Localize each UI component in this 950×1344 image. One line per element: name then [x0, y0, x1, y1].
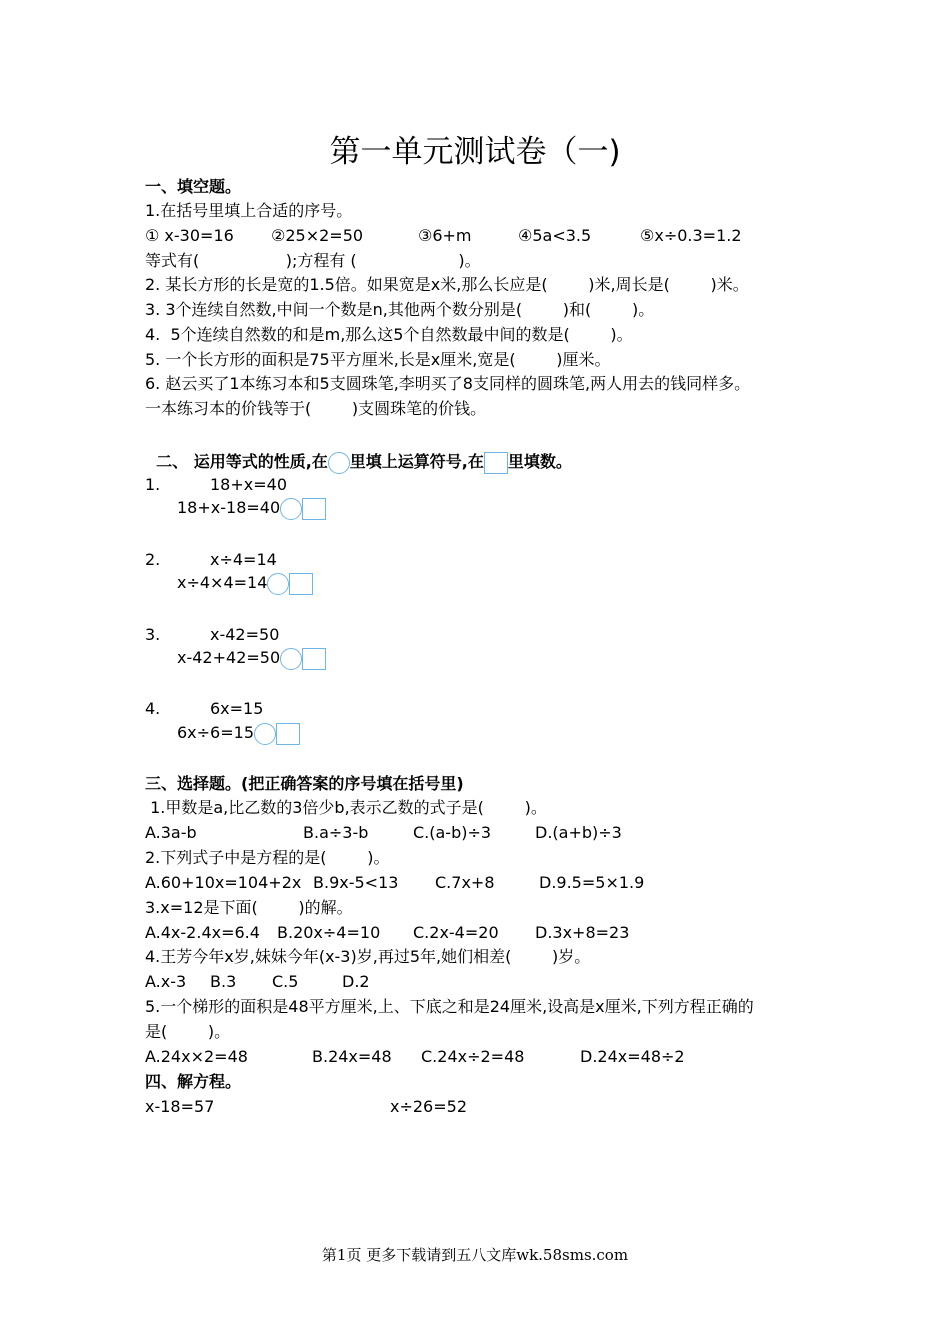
s2-item3-num: 3. — [145, 625, 161, 644]
number-square-input[interactable] — [289, 573, 313, 595]
s2-heading-part3: 里填数。 — [507, 452, 572, 471]
s3-q5-opt-b: B.24x=48 — [312, 1047, 392, 1066]
s2-item1-eq: 18+x=40 — [210, 475, 287, 494]
s3-q4-opt-a: A.x-3 — [145, 972, 187, 991]
s3-q2-opt-a: A.60+10x=104+2x — [145, 873, 302, 892]
s1-q5: 5. 一个长方形的面积是75平方厘米,长是x厘米,宽是( )厘米。 — [145, 350, 611, 369]
s1-q4: 4. 5个连续自然数的和是m,那么这5个自然数最中间的数是( )。 — [145, 325, 633, 344]
s1-q1-opt4: ④5a<3.5 — [518, 226, 592, 245]
page-title: 第一单元测试卷（一) — [329, 134, 621, 170]
s1-q2: 2. 某长方形的长是宽的1.5倍。如果宽是x米,那么长应是( )米,周长是( )米。 — [145, 275, 749, 294]
s2-item4-num: 4. — [145, 699, 161, 718]
s3-q4: 4.王芳今年x岁,妹妹今年(x-3)岁,再过5年,她们相差( )岁。 — [145, 947, 591, 966]
s1-q1-opt5: ⑤x÷0.3=1.2 — [640, 226, 742, 245]
s2-item2-work: x÷4×4=14 — [177, 572, 313, 595]
s2-item2-eq: x÷4=14 — [210, 550, 277, 569]
s3-q4-opt-c: C.5 — [272, 972, 299, 991]
number-square-input[interactable] — [302, 648, 326, 670]
s3-q5-opt-a: A.24x×2=48 — [145, 1047, 248, 1066]
s2-item3-work: x-42+42=50 — [177, 647, 326, 670]
s3-q2-opt-b: B.9x-5<13 — [313, 873, 399, 892]
s3-q4-opt-b: B.3 — [210, 972, 237, 991]
s4-eq1: x-18=57 — [145, 1097, 215, 1116]
s1-q1-opt1: ① x-30=16 — [145, 226, 234, 245]
s2-item4-eq: 6x=15 — [210, 699, 264, 718]
s1-q6-line1: 6. 赵云买了1本练习本和5支圆珠笔,李明买了8支同样的圆珠笔,两人用去的钱同样多。 — [145, 374, 751, 393]
s4-eq2: x÷26=52 — [390, 1097, 467, 1116]
page-footer: 第1页 更多下载请到五八文库wk.58sms.com — [321, 1246, 629, 1264]
operator-circle-input[interactable] — [254, 723, 276, 745]
number-square-input[interactable] — [302, 498, 326, 520]
s2-item1-num: 1. — [145, 475, 161, 494]
s3-q3: 3.x=12是下面( )的解。 — [145, 898, 353, 917]
s3-q5-line1: 5.一个梯形的面积是48平方厘米,上、下底之和是24厘米,设高是x厘米,下列方程正确的 — [145, 997, 754, 1016]
s2-item1-work: 18+x-18=40 — [177, 497, 326, 520]
s3-q1-opt-b: B.a÷3-b — [303, 823, 369, 842]
operator-circle-input[interactable] — [280, 498, 302, 520]
section3-heading: 三、选择题。(把正确答案的序号填在括号里) — [145, 774, 464, 793]
s3-q1-opt-a: A.3a-b — [145, 823, 197, 842]
s3-q3-opt-a: A.4x-2.4x=6.4 — [145, 923, 260, 942]
section2-heading — [145, 429, 572, 474]
s3-q5-opt-d: D.24x=48÷2 — [580, 1047, 685, 1066]
s3-q3-opt-b: B.20x÷4=10 — [277, 923, 381, 942]
s1-q3: 3. 3个连续自然数,中间一个数是n,其他两个数分别是( )和( )。 — [145, 300, 655, 319]
s1-q1-opt3: ③6+m — [418, 226, 472, 245]
operator-circle-input[interactable] — [280, 648, 302, 670]
s3-q2-opt-c: C.7x+8 — [435, 873, 495, 892]
s1-q1: 1.在括号里填上合适的序号。 — [145, 201, 353, 220]
s3-q2: 2.下列式子中是方程的是( )。 — [145, 848, 390, 867]
s3-q1: 1.甲数是a,比乙数的3倍少b,表示乙数的式子是( )。 — [145, 798, 547, 817]
s3-q3-opt-d: D.3x+8=23 — [535, 923, 630, 942]
operator-circle-input[interactable] — [267, 573, 289, 595]
s2-item3-eq: x-42=50 — [210, 625, 280, 644]
s2-heading-part2: 里填上运算符号,在 — [349, 452, 484, 471]
s3-q1-opt-c: C.(a-b)÷3 — [413, 823, 492, 842]
s1-q1-answer: 等式有( );方程有 ( )。 — [145, 251, 481, 270]
s2-item2-num: 2. — [145, 550, 161, 569]
number-square-input[interactable] — [276, 723, 300, 745]
square-blank-icon — [484, 452, 508, 474]
circle-blank-icon — [328, 452, 350, 474]
s3-q2-opt-d: D.9.5=5×1.9 — [539, 873, 645, 892]
s3-q5-opt-c: C.24x÷2=48 — [421, 1047, 525, 1066]
section4-heading: 四、解方程。 — [145, 1072, 242, 1091]
s3-q5-line2: 是( )。 — [145, 1022, 231, 1041]
s1-q1-opt2: ②25×2=50 — [271, 226, 364, 245]
s2-heading-part1: 二、 运用等式的性质,在 — [156, 452, 328, 471]
s1-q6-line2: 一本练习本的价钱等于( )支圆珠笔的价钱。 — [145, 399, 487, 418]
s3-q1-opt-d: D.(a+b)÷3 — [535, 823, 622, 842]
s3-q3-opt-c: C.2x-4=20 — [413, 923, 499, 942]
s2-item4-work: 6x÷6=15 — [177, 722, 300, 745]
section1-heading: 一、填空题。 — [145, 177, 242, 196]
s3-q4-opt-d: D.2 — [342, 972, 370, 991]
